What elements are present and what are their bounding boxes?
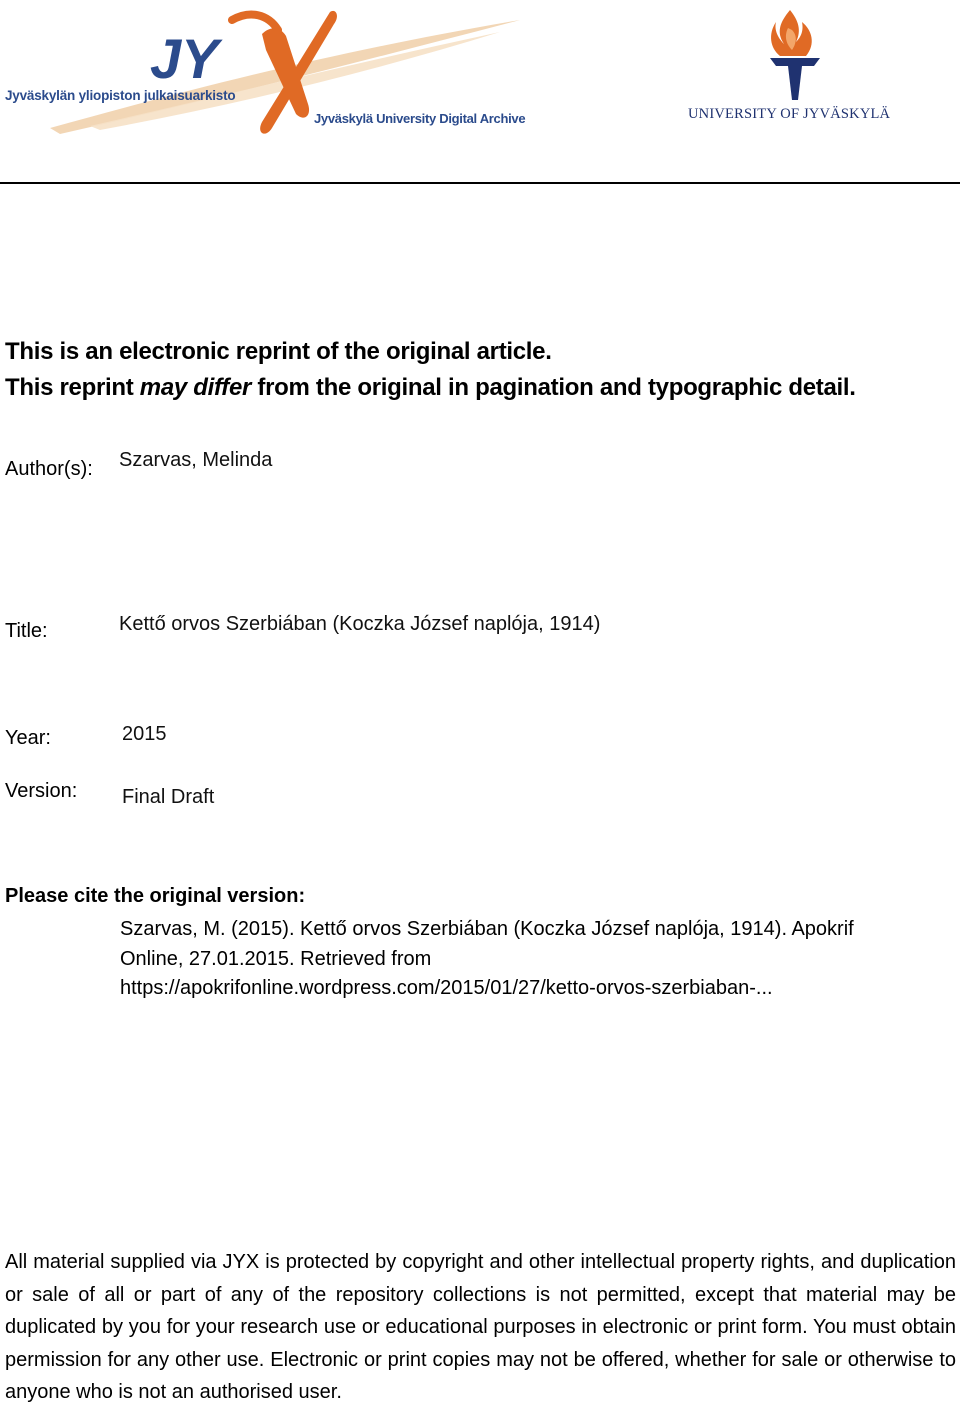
citation-heading: Please cite the original version: [5, 885, 306, 907]
citation-text: Szarvas, M. (2015). Kettő orvos Szerbiában (Koczka József naplója, 1914). Apokrif Online, 27.01.2015. Retrieved from https://apokrifonline.wordpress.com/2015/01/27/ketto-orvos-szerbiaban-... [120, 918, 854, 999]
jyx-tagline-english: Jyväskylä University Digital Archive [314, 111, 526, 126]
university-name: UNIVERSITY OF JYVÄSKYLÄ [688, 106, 891, 122]
author-label: Author(s): [5, 458, 93, 480]
jyx-logo [0, 0, 540, 150]
reprint-notice-line-2-post: from the original in pagination and typographic detail. [251, 374, 856, 401]
jyx-mark: JY [150, 27, 219, 90]
version-label: Version: [5, 780, 78, 802]
reprint-notice-line-2 [5, 370, 856, 406]
title-value: Kettő orvos Szerbiában (Koczka József naplója, 1914) [119, 613, 601, 635]
title-label: Title: [5, 620, 48, 642]
reprint-notice-line-2-pre: This reprint [5, 374, 140, 401]
reprint-notice-emphasis: may differ [139, 374, 252, 401]
jyx-tagline-finnish: Jyväskylän yliopiston julkaisuarkisto [5, 88, 236, 103]
header-divider [0, 182, 960, 184]
year-label: Year: [5, 727, 51, 749]
author-value: Szarvas, Melinda [119, 449, 273, 471]
reprint-notice [5, 334, 856, 406]
reprint-notice-line-1: This is an electronic reprint of the original article. [5, 338, 552, 365]
copyright-notice: All material supplied via JYX is protected by copyright and other intellectual property rights, and duplication or sale of all or part of any of the repository collections is not permitted, except that material may be duplicated by you for your research use or educational purposes in electronic or print form. You must obtain permission for any other use. Electronic or print copies may not be offered, whether for sale or otherwise to anyone who is not an authorised user. [5, 1251, 956, 1403]
version-value: Final Draft [122, 786, 215, 808]
year-value: 2015 [122, 723, 167, 745]
